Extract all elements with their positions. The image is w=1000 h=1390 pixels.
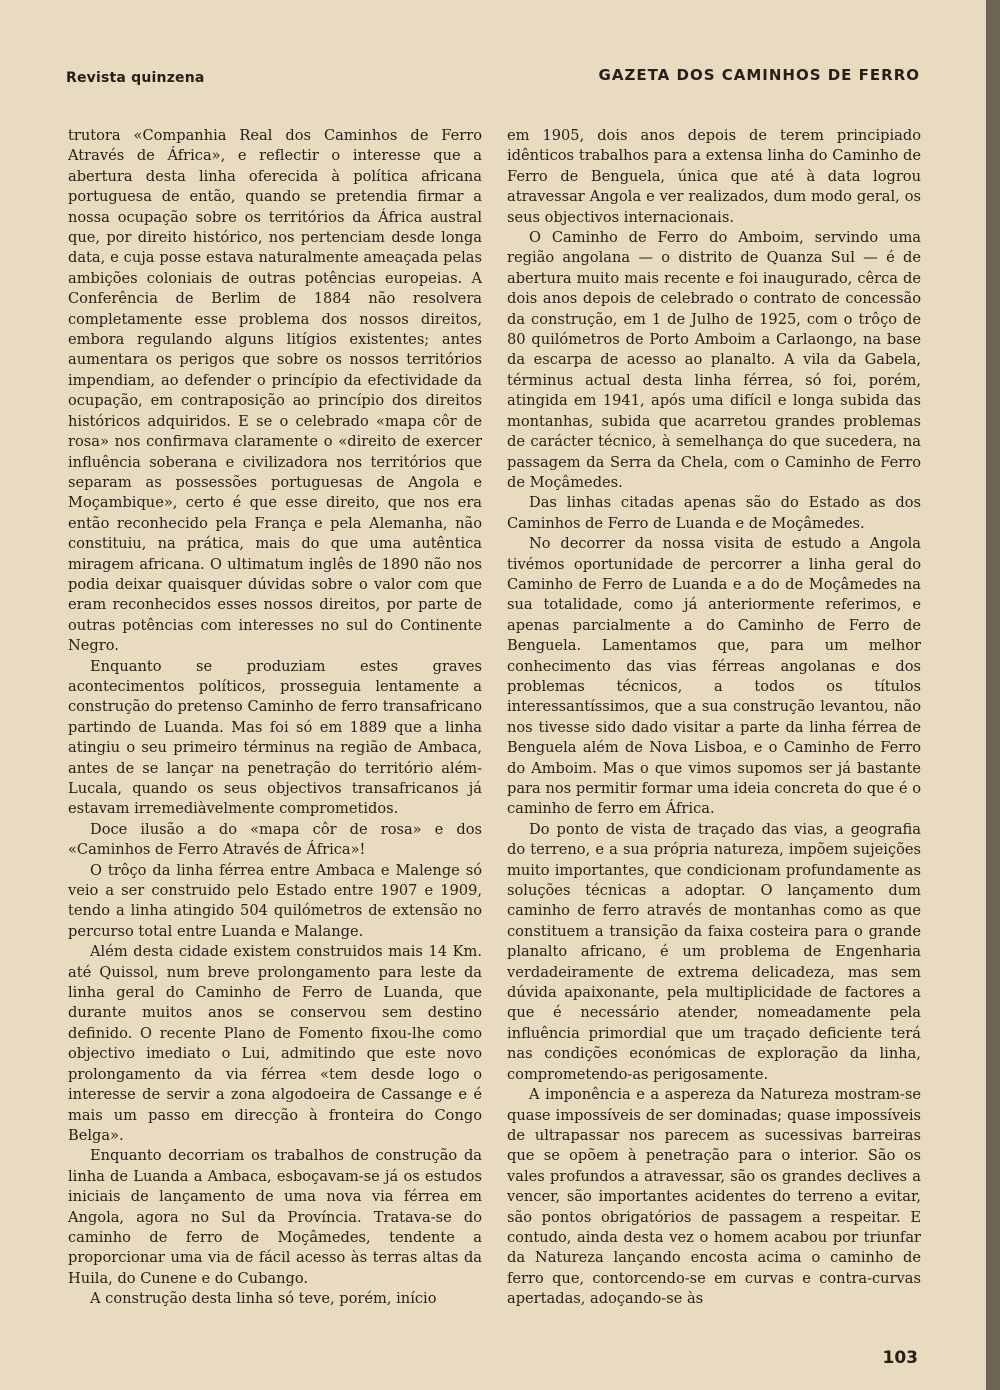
right-column — [507, 126, 921, 1310]
paragraph: trutora «Companhia Real dos Caminhos de Ferro Através de África», e reflectir o interesse que a abertura desta linha oferecida à política africana portuguesa de então, quando se pretendia firmar a nossa ocupação sobre os territórios da África austral que, por direito histórico, nos pertenciam desde longa data, e cuja posse estava naturalmente ameaçada pelas ambições coloniais de outras potências europeias. A Conferência de Berlim de 1884 não resolvera completamente esse problema dos nossos direitos, embora regulando alguns litígios existentes; antes aumentara os perigos que sobre os nossos territórios impendiam, ao defender o princípio da efectividade da ocupação, em contraposição ao princípio dos direitos históricos adquiridos. E se o celebrado «mapa côr de rosa» nos confirmava claramente o «direito de exercer influência soberana e civilizadora nos territórios que separam as possessões portuguesas de Angola e Moçambique», certo é que esse direito, que nos era então reconhecido pela França e pela Alemanha, não constituiu, na prática, mais do que uma autêntica miragem africana. O ultimatum inglês de 1890 não nos podia deixar quaisquer dúvidas sobre o valor com que eram reconhecidos esses nossos direitos, por parte de outras potências com interesses no sul do Continente Negro. — [68, 127, 482, 655]
paragraph: O trôço da linha férrea entre Ambaca e Malenge só veio a ser construido pelo Estado entre 1907 e 1909, tendo a linha atingido 504 quilómetros de extensão no percurso total entre Luanda e Malange. — [68, 861, 482, 940]
page-edge-shadow — [986, 0, 1000, 1390]
left-column — [68, 126, 482, 1310]
paragraph: Enquanto decorriam os trabalhos de construção da linha de Luanda a Ambaca, esboçavam-se já os estudos iniciais de lançamento de uma nova via férrea em Angola, agora no Sul da Província. Tratava-se do caminho de ferro de Moçâmedes, tendente a proporcionar uma via de fácil acesso às terras altas da Huila, do Cunene e do Cubango. — [68, 1147, 482, 1287]
paragraph: A construção desta linha só teve, porém, início — [90, 1290, 437, 1308]
paragraph: Do ponto de vista de traçado das vias, a geografia do terreno, e a sua própria natureza, impõem sujeições muito importantes, que condicionam profundamente as soluções técnicas a adoptar. O lançamento dum caminho de ferro através de montanhas como as que constituem a transição da faixa costeira para o grande planalto africano, é um problema de Engenharia verdadeiramente de extrema delicadeza, mas sem dúvida apaixonante, pela multiplicidade de factores a que é necessário atender, nomeadamente pela influência primordial que um traçado deficiente terá nas condições económicas de exploração da linha, comprometendo-as perigosamente. — [507, 820, 921, 1083]
paragraph: A imponência e a aspereza da Natureza mostram-se quase impossíveis de ser dominadas; quase impossíveis de ultrapassar nos parecem as sucessivas barreiras que se opõem à penetração para o interior. São os vales profundos a atravessar, são os grandes declives a vencer, são importantes acidentes do terreno a evitar, são pontos obrigatórios de passagem a respeitar. E contudo, ainda desta vez o homem acabou por triunfar da Natureza lançando encosta acima o caminho de ferro que, contorcendo-se em curvas e contra-curvas apertadas, adoçando-se às — [507, 1086, 921, 1308]
header-right-title: GAZETA DOS CAMINHOS DE FERRO — [598, 66, 920, 84]
paragraph: Das linhas citadas apenas são do Estado as dos Caminhos de Ferro de Luanda e de Moçâmedes. — [507, 494, 921, 532]
paragraph: Enquanto se produziam estes graves acontecimentos políticos, prosseguia lentamente a construção do pretenso Caminho de ferro transafricano partindo de Luanda. Mas foi só em 1889 que a linha atingiu o seu primeiro términus na região de Ambaca, antes de se lançar na penetração do território além-Lucala, quando os seus objectivos transafricanos já estavam irremediàvelmente comprometidos. — [68, 657, 482, 818]
paragraph: Doce ilusão a do «mapa côr de rosa» e dos «Caminhos de Ferro Através de África»! — [68, 820, 482, 859]
paragraph: O Caminho de Ferro do Amboim, servindo uma região angolana — o distrito de Quanza Sul — é de abertura muito mais recente e foi inaugurado, cêrca de dois anos depois de celebrado o contrato de concessão da construção, em 1 de Julho de 1925, com o trôço de 80 quilómetros de Porto Amboim a Carlaongo, na base da escarpa de acesso ao planalto. A vila da Gabela, términus actual desta linha férrea, só foi, porém, atingida em 1941, após uma difícil e longa subida das montanhas, subida que acarretou grandes problemas de carácter técnico, à semelhança do que sucedera, na passagem da Serra da Chela, com o Caminho de Ferro de Moçâmedes. — [507, 229, 921, 491]
paragraph: Além desta cidade existem construidos mais 14 Km. até Quissol, num breve prolongamento para leste da linha geral do Caminho de Ferro de Luanda, que durante muitos anos se conservou sem destino definido. O recente Plano de Fomento fixou-lhe como objectivo imediato o Lui, admitindo que este novo prolongamento da via férrea «tem desde logo o interesse de servir a zona algodoeira de Cassange e é mais um passo em direcção à fronteira do Congo Belga». — [68, 943, 482, 1144]
paragraph: No decorrer da nossa visita de estudo a Angola tivémos oportunidade de percorrer a linha geral do Caminho de Ferro de Luanda e a do de Moçâmedes na sua totalidade, como já anteriormente referimos, e apenas parcialmente a do Caminho de Ferro de Benguela. Lamentamos que, para um melhor conhecimento das vias férreas angolanas e dos problemas técnicos, a todos os títulos interessantíssimos, que a sua construção levantou, não nos tivesse sido dado visitar a parte da linha férrea de Benguela além de Nova Lisboa, e o Caminho de Ferro do Amboim. Mas o que vimos supomos ser já bastante para nos permitir formar uma ideia concreta do que é o caminho de ferro em África. — [507, 535, 921, 818]
paragraph: em 1905, dois anos depois de terem principiado idênticos trabalhos para a extensa linha do Caminho de Ferro de Benguela, única que até à data logrou atravessar Angola e ver realizados, dum modo geral, os seus objectivos internacionais. — [507, 127, 921, 226]
header-left-title: Revista quinzena — [66, 70, 205, 86]
page-number: 103 — [882, 1348, 918, 1368]
